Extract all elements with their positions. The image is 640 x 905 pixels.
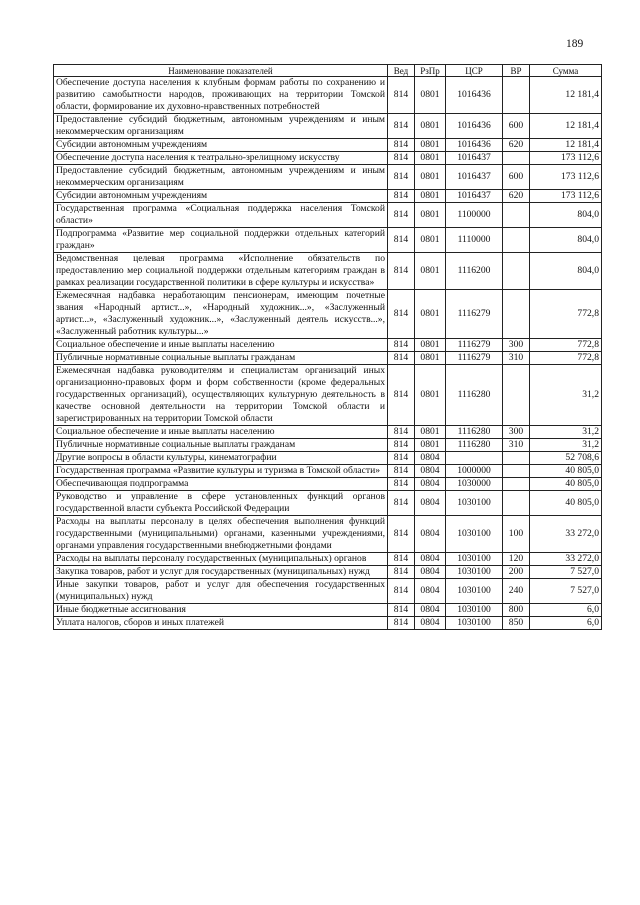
row-vr: [503, 465, 530, 478]
row-rzpr: 0804: [415, 491, 446, 516]
table-row: [54, 439, 602, 452]
table-row: [54, 604, 602, 617]
table-row: [54, 617, 602, 630]
row-csr: 1110000: [446, 228, 503, 253]
row-vr: [503, 253, 530, 290]
row-name: Расходы на выплаты персоналу в целях обеспечения выполнения функций государственными (муниципальными) органами, казенными учреждениями, органами управления государственными внебюджетными фондами: [54, 516, 388, 553]
row-ved: 814: [388, 491, 415, 516]
row-csr: 1030100: [446, 617, 503, 630]
row-vr: [503, 491, 530, 516]
row-sum: 31,2: [530, 426, 602, 439]
row-rzpr: 0804: [415, 452, 446, 465]
row-vr: [503, 77, 530, 114]
table-header: [54, 65, 602, 77]
row-vr: 240: [503, 579, 530, 604]
row-name: Государственная программа «Социальная поддержка населения Томской области»: [54, 203, 388, 228]
table-row: [54, 516, 602, 553]
row-rzpr: 0801: [415, 228, 446, 253]
row-sum: 31,2: [530, 365, 602, 426]
row-sum: 173 112,6: [530, 152, 602, 165]
row-name: Другие вопросы в области культуры, кинематографии: [54, 452, 388, 465]
row-ved: 814: [388, 478, 415, 491]
row-name: Публичные нормативные социальные выплаты гражданам: [54, 352, 388, 365]
row-vr: [503, 228, 530, 253]
row-sum: 6,0: [530, 617, 602, 630]
row-ved: 814: [388, 439, 415, 452]
row-ved: 814: [388, 165, 415, 190]
row-name: Социальное обеспечение и иные выплаты населению: [54, 339, 388, 352]
row-rzpr: 0804: [415, 604, 446, 617]
row-csr: 1100000: [446, 203, 503, 228]
table-row: [54, 553, 602, 566]
table-row: [54, 114, 602, 139]
row-sum: 12 181,4: [530, 139, 602, 152]
row-sum: 12 181,4: [530, 114, 602, 139]
row-sum: 7 527,0: [530, 579, 602, 604]
table-row: [54, 452, 602, 465]
row-csr: 1030100: [446, 579, 503, 604]
row-csr: 1030000: [446, 478, 503, 491]
row-csr: 1030100: [446, 566, 503, 579]
row-ved: 814: [388, 203, 415, 228]
table-row: [54, 253, 602, 290]
table-row: [54, 77, 602, 114]
header-sum: Сумма: [530, 65, 602, 77]
row-rzpr: 0801: [415, 114, 446, 139]
row-ved: 814: [388, 426, 415, 439]
table-row: [54, 478, 602, 491]
row-csr: 1016436: [446, 114, 503, 139]
row-ved: 814: [388, 290, 415, 339]
row-vr: [503, 152, 530, 165]
table-body: [54, 77, 602, 630]
row-csr: 1016436: [446, 77, 503, 114]
row-ved: 814: [388, 139, 415, 152]
row-csr: 1116280: [446, 426, 503, 439]
row-rzpr: 0801: [415, 290, 446, 339]
row-vr: 300: [503, 339, 530, 352]
row-rzpr: 0801: [415, 253, 446, 290]
row-csr: 1030100: [446, 516, 503, 553]
row-sum: 33 272,0: [530, 553, 602, 566]
row-vr: 850: [503, 617, 530, 630]
row-csr: 1030100: [446, 553, 503, 566]
budget-table: [53, 64, 602, 630]
row-csr: 1016437: [446, 152, 503, 165]
header-ved: Вед: [388, 65, 415, 77]
row-vr: [503, 290, 530, 339]
row-name: Обеспечение доступа населения к клубным формам работы по сохранению и развитию самобытности народов, проживающих на территории Томской области, формирование их духовно-нравственных потребностей: [54, 77, 388, 114]
table-row: [54, 365, 602, 426]
table-row: [54, 190, 602, 203]
row-ved: 814: [388, 352, 415, 365]
table-row: [54, 352, 602, 365]
row-vr: 300: [503, 426, 530, 439]
table-row: [54, 491, 602, 516]
row-rzpr: 0801: [415, 439, 446, 452]
row-name: Субсидии автономным учреждениям: [54, 190, 388, 203]
row-csr: 1116280: [446, 365, 503, 426]
row-rzpr: 0801: [415, 365, 446, 426]
row-ved: 814: [388, 604, 415, 617]
row-name: Ежемесячная надбавка руководителям и специалистам организаций иных организационно-правовых форм и форм собственности (кроме федеральных государственных организаций), осуществляющих культурную деятельность в качестве основной деятельности на территории Томской области и зарегистрированных на территории Томской области: [54, 365, 388, 426]
row-rzpr: 0804: [415, 465, 446, 478]
row-vr: [503, 478, 530, 491]
row-csr: 1030100: [446, 491, 503, 516]
row-sum: 173 112,6: [530, 165, 602, 190]
row-name: Подпрограмма «Развитие мер социальной поддержки отдельных категорий граждан»: [54, 228, 388, 253]
row-rzpr: 0801: [415, 203, 446, 228]
row-sum: 804,0: [530, 253, 602, 290]
table-row: [54, 165, 602, 190]
row-rzpr: 0801: [415, 152, 446, 165]
row-csr: 1116279: [446, 352, 503, 365]
row-rzpr: 0804: [415, 516, 446, 553]
row-rzpr: 0801: [415, 352, 446, 365]
row-name: Предоставление субсидий бюджетным, автономным учреждениям и иным некоммерческим организациям: [54, 165, 388, 190]
row-sum: 52 708,6: [530, 452, 602, 465]
row-vr: 100: [503, 516, 530, 553]
row-vr: 600: [503, 114, 530, 139]
table-row: [54, 426, 602, 439]
row-ved: 814: [388, 516, 415, 553]
row-name: Обеспечение доступа населения к театрально-зрелищному искусству: [54, 152, 388, 165]
row-ved: 814: [388, 566, 415, 579]
row-name: Расходы на выплаты персоналу государственных (муниципальных) органов: [54, 553, 388, 566]
row-vr: [503, 203, 530, 228]
row-ved: 814: [388, 77, 415, 114]
row-sum: 804,0: [530, 203, 602, 228]
row-sum: 804,0: [530, 228, 602, 253]
row-name: Иные закупки товаров, работ и услуг для обеспечения государственных (муниципальных) нужд: [54, 579, 388, 604]
header-rzpr: РзПр: [415, 65, 446, 77]
row-rzpr: 0801: [415, 426, 446, 439]
row-name: Государственная программа «Развитие культуры и туризма в Томской области»: [54, 465, 388, 478]
row-ved: 814: [388, 228, 415, 253]
row-csr: 1016437: [446, 165, 503, 190]
row-sum: 31,2: [530, 439, 602, 452]
row-vr: 620: [503, 139, 530, 152]
row-sum: 7 527,0: [530, 566, 602, 579]
table-row: [54, 339, 602, 352]
row-vr: [503, 452, 530, 465]
row-name: Субсидии автономным учреждениям: [54, 139, 388, 152]
row-ved: 814: [388, 365, 415, 426]
row-sum: 40 805,0: [530, 491, 602, 516]
row-sum: 40 805,0: [530, 478, 602, 491]
row-rzpr: 0801: [415, 139, 446, 152]
row-ved: 814: [388, 114, 415, 139]
row-ved: 814: [388, 617, 415, 630]
row-ved: 814: [388, 553, 415, 566]
row-ved: 814: [388, 452, 415, 465]
row-vr: 620: [503, 190, 530, 203]
row-sum: 772,8: [530, 352, 602, 365]
row-rzpr: 0804: [415, 478, 446, 491]
row-rzpr: 0801: [415, 190, 446, 203]
row-sum: 12 181,4: [530, 77, 602, 114]
header-row: [54, 65, 602, 77]
row-ved: 814: [388, 339, 415, 352]
table-row: [54, 152, 602, 165]
header-csr: ЦСР: [446, 65, 503, 77]
row-rzpr: 0804: [415, 617, 446, 630]
row-name: Уплата налогов, сборов и иных платежей: [54, 617, 388, 630]
row-name: Закупка товаров, работ и услуг для государственных (муниципальных) нужд: [54, 566, 388, 579]
row-sum: 6,0: [530, 604, 602, 617]
row-vr: [503, 365, 530, 426]
row-csr: 1016436: [446, 139, 503, 152]
row-csr: 1030100: [446, 604, 503, 617]
row-name: Обеспечивающая подпрограмма: [54, 478, 388, 491]
row-name: Предоставление субсидий бюджетным, автономным учреждениям и иным некоммерческим организациям: [54, 114, 388, 139]
row-ved: 814: [388, 253, 415, 290]
row-vr: 800: [503, 604, 530, 617]
row-name: Ведомственная целевая программа «Исполнение обязательств по предоставлению мер социальной поддержки отдельным категориям граждан в рамках реализации государственной политики в сфере культуры и искусства»: [54, 253, 388, 290]
header-name: Наименование показателей: [54, 65, 388, 77]
row-csr: 1116279: [446, 290, 503, 339]
row-vr: 310: [503, 352, 530, 365]
header-vr: ВР: [503, 65, 530, 77]
table-row: [54, 203, 602, 228]
row-rzpr: 0801: [415, 165, 446, 190]
row-csr: 1000000: [446, 465, 503, 478]
table-row: [54, 465, 602, 478]
row-sum: 33 272,0: [530, 516, 602, 553]
row-rzpr: 0801: [415, 77, 446, 114]
row-rzpr: 0804: [415, 579, 446, 604]
row-ved: 814: [388, 579, 415, 604]
row-sum: 40 805,0: [530, 465, 602, 478]
table-row: [54, 228, 602, 253]
row-vr: 120: [503, 553, 530, 566]
row-name: Иные бюджетные ассигнования: [54, 604, 388, 617]
row-rzpr: 0804: [415, 553, 446, 566]
row-rzpr: 0804: [415, 566, 446, 579]
row-name: Ежемесячная надбавка неработающим пенсионерам, имеющим почетные звания «Народный артист...», «Народный художник...», «Заслуженный артист...», «Заслуженный художник...», «Заслуженный деятель искусств...», «Заслуженный работник культуры...»: [54, 290, 388, 339]
row-ved: 814: [388, 152, 415, 165]
row-csr: 1116279: [446, 339, 503, 352]
row-csr: 1016437: [446, 190, 503, 203]
row-csr: 1116200: [446, 253, 503, 290]
row-name: Руководство и управление в сфере установленных функций органов государственной власти субъекта Российской Федерации: [54, 491, 388, 516]
table-row: [54, 566, 602, 579]
page-number: 189: [566, 38, 584, 50]
row-ved: 814: [388, 190, 415, 203]
row-vr: 600: [503, 165, 530, 190]
row-sum: 772,8: [530, 339, 602, 352]
row-ved: 814: [388, 465, 415, 478]
table-row: [54, 579, 602, 604]
row-name: Публичные нормативные социальные выплаты гражданам: [54, 439, 388, 452]
row-sum: 173 112,6: [530, 190, 602, 203]
row-csr: 1116280: [446, 439, 503, 452]
row-csr: [446, 452, 503, 465]
row-sum: 772,8: [530, 290, 602, 339]
row-vr: 310: [503, 439, 530, 452]
row-vr: 200: [503, 566, 530, 579]
table-row: [54, 139, 602, 152]
row-rzpr: 0801: [415, 339, 446, 352]
table-row: [54, 290, 602, 339]
row-name: Социальное обеспечение и иные выплаты населению: [54, 426, 388, 439]
